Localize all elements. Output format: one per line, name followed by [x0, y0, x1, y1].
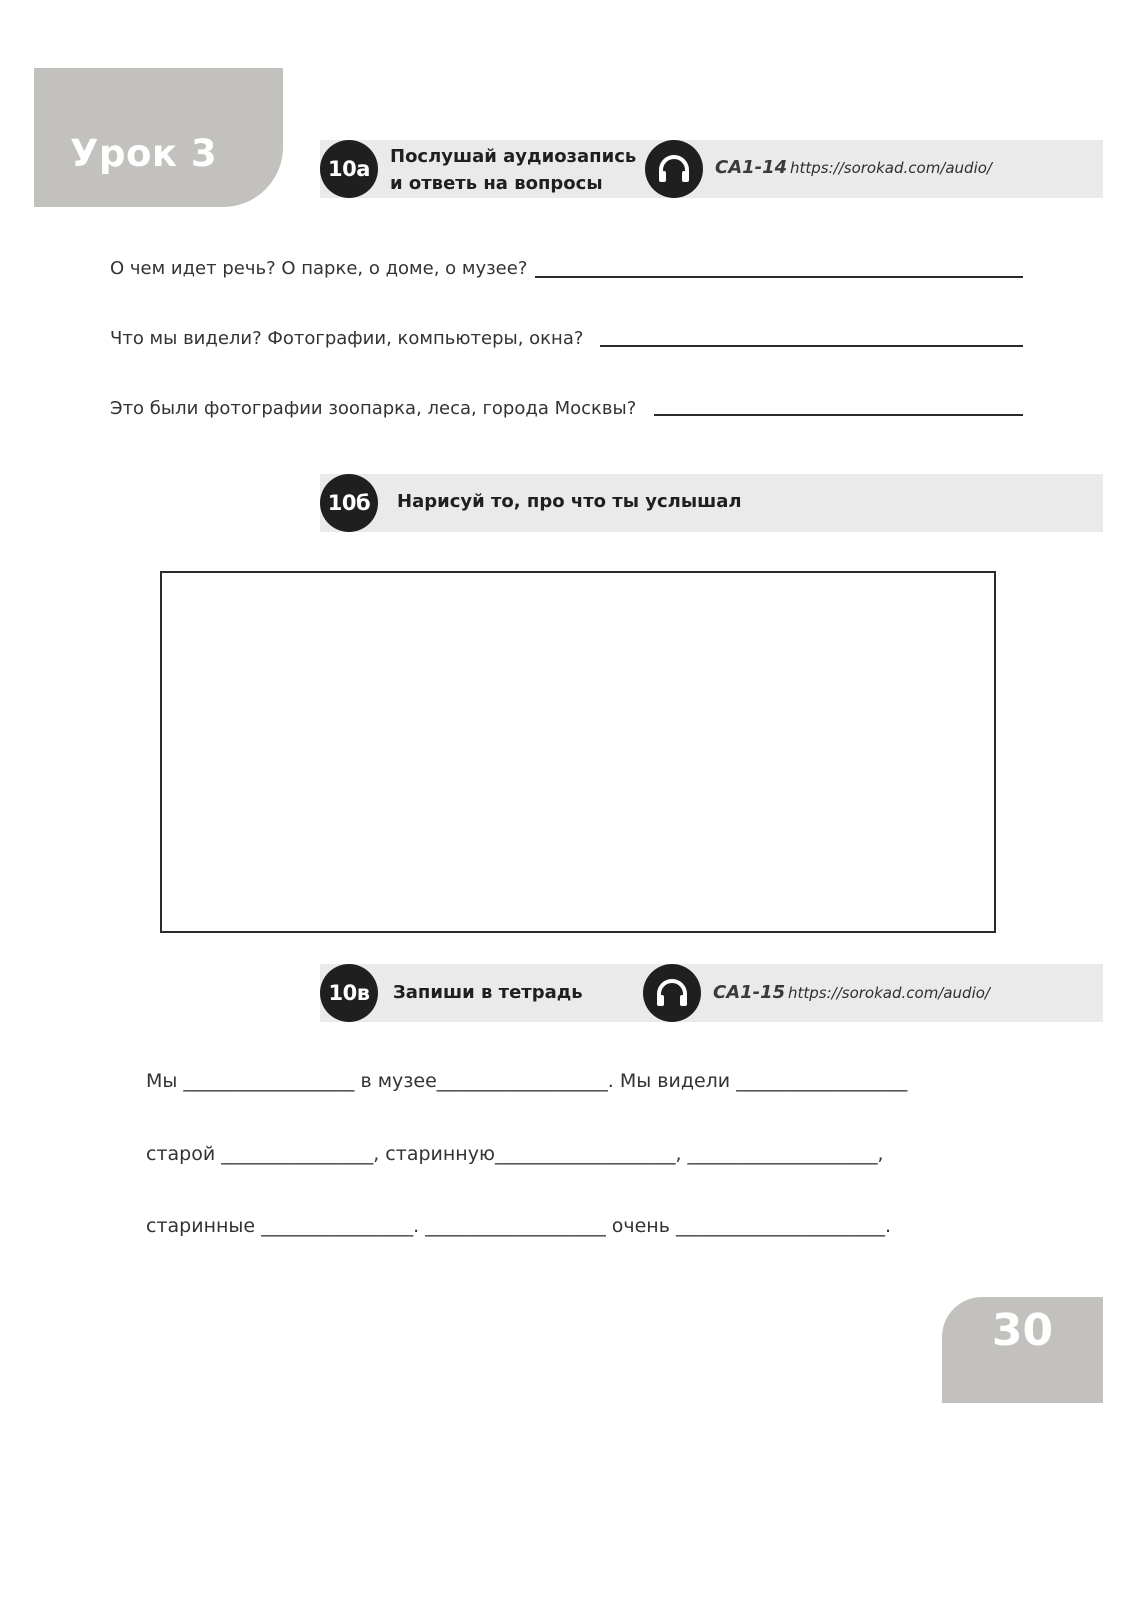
task-c-instruction: Запиши в тетрадь [393, 982, 583, 1003]
answer-line-3[interactable] [654, 414, 1023, 416]
page-number: 30 [991, 1305, 1054, 1356]
task-a-line1: Послушай аудиозапись [390, 146, 637, 167]
task-a-instruction [390, 143, 636, 197]
task-b-instruction: Нарисуй то, про что ты услышал [397, 491, 742, 512]
audio-code-c: CA1-15 [713, 982, 786, 1003]
question-2: Что мы видели? Фотографии, компьютеры, окна? [110, 328, 584, 349]
task-a-line2: и ответь на вопросы [390, 173, 603, 194]
task-c-number: 10в [320, 964, 378, 1022]
task-a-number: 10а [320, 140, 378, 198]
audio-code-a: CA1-14 [715, 157, 788, 178]
headphones-icon[interactable] [643, 964, 701, 1022]
lesson-title: Урок 3 [70, 132, 218, 175]
task-b-number: 10б [320, 474, 378, 532]
headphones-icon[interactable] [645, 140, 703, 198]
audio-url-a[interactable]: https://sorokad.com/audio/ [790, 159, 992, 177]
answer-line-2[interactable] [600, 345, 1023, 347]
fill-line-3[interactable]: старинные ________________. ___________________ очень ______________________. [146, 1215, 891, 1237]
question-1: О чем идет речь? О парке, о доме, о музее? [110, 258, 528, 279]
fill-line-2[interactable]: старой ________________, старинную___________________, ____________________, [146, 1143, 884, 1165]
answer-line-1[interactable] [535, 276, 1023, 278]
question-3: Это были фотографии зоопарка, леса, города Москвы? [110, 398, 637, 419]
audio-url-c[interactable]: https://sorokad.com/audio/ [788, 984, 990, 1002]
fill-line-1[interactable]: Мы __________________ в музее__________________. Мы видели __________________ [146, 1070, 908, 1092]
drawing-area[interactable] [160, 571, 996, 933]
